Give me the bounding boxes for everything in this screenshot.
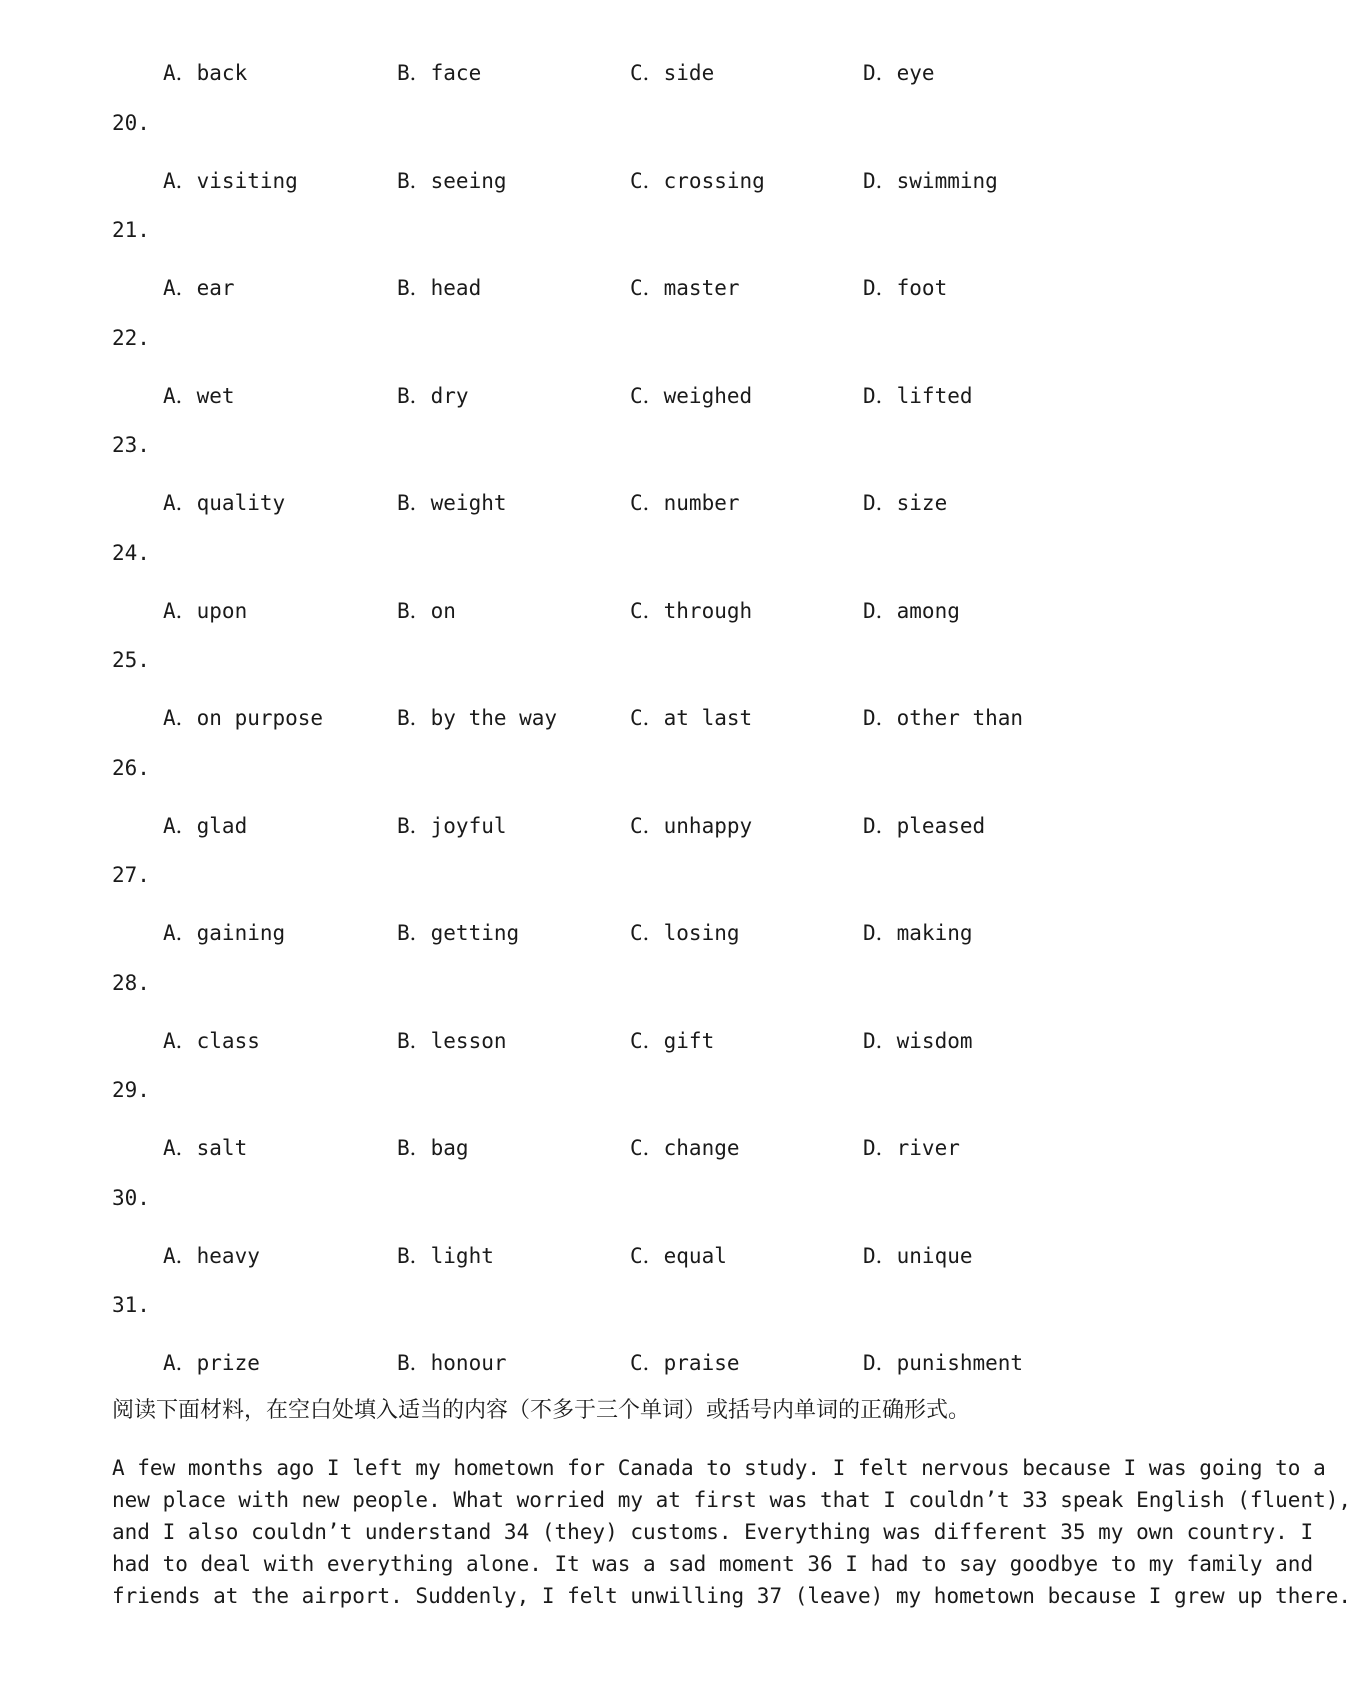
question-number: 23. [112,433,150,457]
option-row [0,595,1191,625]
question-number: 24. [112,541,150,565]
option-row [0,810,1191,840]
option-d: D．wisdom [863,1029,973,1053]
option-d: D．unique [863,1244,973,1268]
question-number: 27. [112,863,150,887]
option-a: A．prize [163,1351,260,1375]
question-number: 30. [112,1186,150,1210]
option-row [0,1347,1191,1377]
option-c: C．losing [630,921,740,945]
question-number: 22. [112,326,150,350]
option-b: B．on [397,599,456,623]
question-number: 21. [112,218,150,242]
option-row [0,57,1191,87]
option-a: A．glad [163,814,248,838]
option-c: C．gift [630,1029,715,1053]
option-b: B．seeing [397,169,507,193]
question-number: 29. [112,1078,150,1102]
option-row [0,702,1191,732]
option-d: D．swimming [863,169,998,193]
question-number: 31. [112,1293,150,1317]
option-a: A．on purpose [163,706,324,730]
option-b: B．dry [397,384,469,408]
option-c: C．unhappy [630,814,753,838]
option-row [0,487,1191,517]
option-c: C．praise [630,1351,740,1375]
option-b: B．bag [397,1136,469,1160]
option-b: B．joyful [397,814,507,838]
option-c: C．master [630,276,740,300]
option-row [0,917,1191,947]
option-c: C．weighed [630,384,753,408]
passage-line: friends at the airport. Suddenly, I felt unwilling 37 (leave) my hometown because I grew up there. [112,1584,1351,1608]
option-d: D．punishment [863,1351,1024,1375]
question-number: 26. [112,756,150,780]
option-a: A．gaining [163,921,286,945]
option-d: D．foot [863,276,948,300]
option-a: A．wet [163,384,235,408]
option-b: B．face [397,61,482,85]
passage-line: and I also couldn’t understand 34 (they) customs. Everything was different 35 my own country. I [112,1520,1314,1544]
option-c: C．at last [630,706,753,730]
question-number: 25. [112,648,150,672]
option-a: A．class [163,1029,260,1053]
option-a: A．salt [163,1136,248,1160]
option-c: C．crossing [630,169,765,193]
option-b: B．light [397,1244,494,1268]
option-c: C．side [630,61,715,85]
option-d: D．lifted [863,384,973,408]
option-row [0,380,1191,410]
option-c: C．equal [630,1244,727,1268]
option-a: A．ear [163,276,235,300]
option-b: B．weight [397,491,507,515]
option-a: A．heavy [163,1244,260,1268]
option-b: B．honour [397,1351,507,1375]
option-row [0,1025,1191,1055]
option-d: D．among [863,599,960,623]
option-a: A．visiting [163,169,298,193]
option-b: B．head [397,276,482,300]
question-number: 28. [112,971,150,995]
option-a: A．quality [163,491,286,515]
option-row [0,1240,1191,1270]
option-b: B．by the way [397,706,558,730]
option-a: A．back [163,61,248,85]
option-a: A．upon [163,599,248,623]
passage-line: new place with new people. What worried my at first was that I couldn’t 33 speak English (fluent), [112,1488,1351,1512]
option-b: B．lesson [397,1029,507,1053]
option-c: C．number [630,491,740,515]
option-row [0,272,1191,302]
option-c: C．change [630,1136,740,1160]
cloze-passage [112,1452,1351,1612]
passage-line: had to deal with everything alone. It was a sad moment 36 I had to say goodbye to my family and [112,1552,1314,1576]
question-number: 20. [112,111,150,135]
option-d: D．pleased [863,814,986,838]
passage-line: A few months ago I left my hometown for Canada to study. I felt nervous because I was going to a [112,1456,1326,1480]
option-d: D．other than [863,706,1024,730]
option-d: D．size [863,491,948,515]
option-row [0,1132,1191,1162]
option-b: B．getting [397,921,520,945]
option-d: D．making [863,921,973,945]
section-instruction: 阅读下面材料，在空白处填入适当的内容（不多于三个单词）或括号内单词的正确形式。 [112,1398,971,1423]
option-row [0,165,1191,195]
option-c: C．through [630,599,753,623]
option-d: D．eye [863,61,935,85]
option-d: D．river [863,1136,960,1160]
